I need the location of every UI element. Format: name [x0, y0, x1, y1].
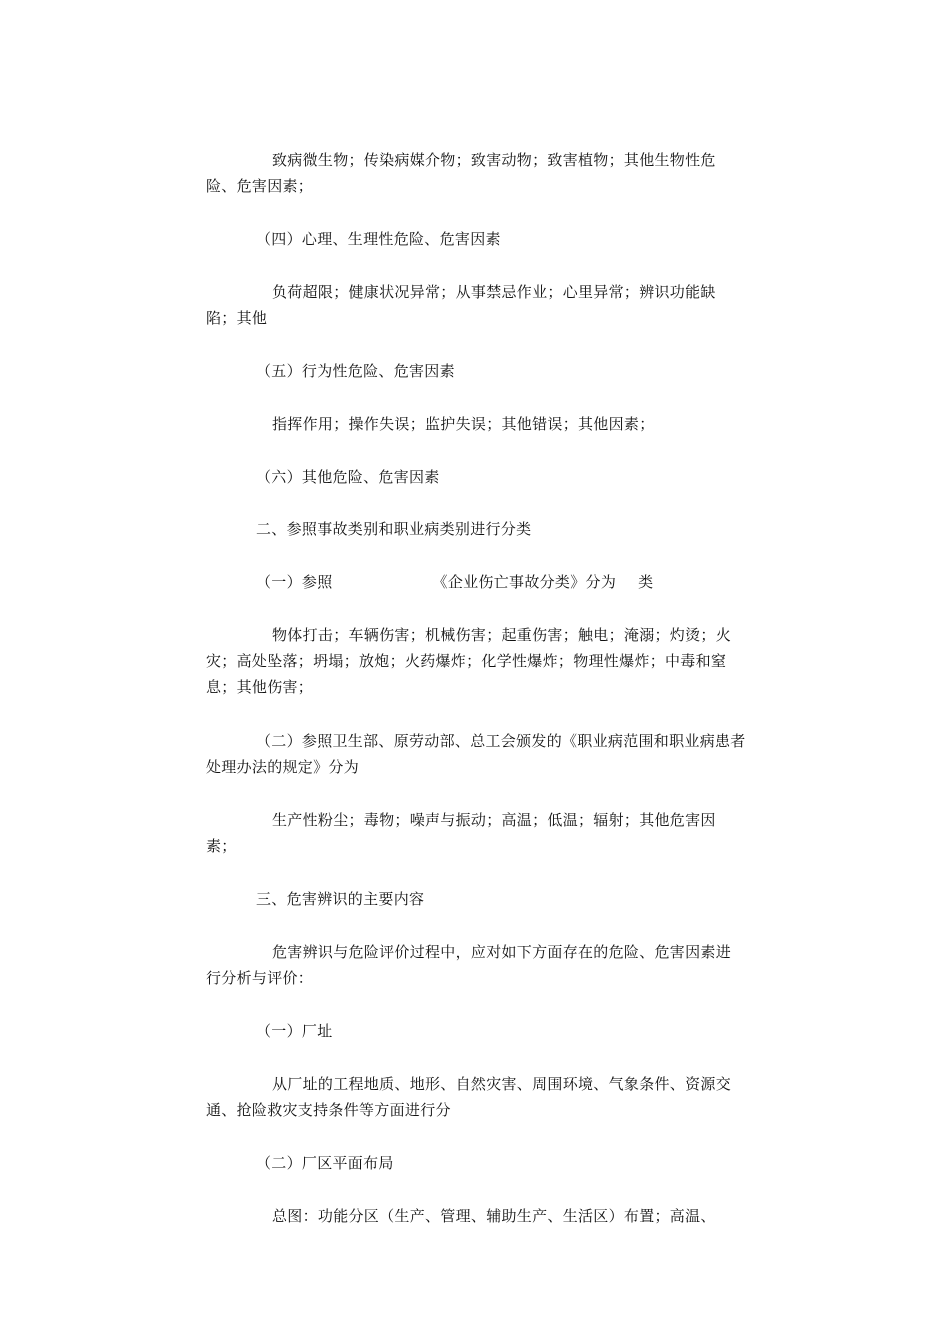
- paragraph-occupational-hazards: [206, 807, 746, 859]
- heading-text: （六）其他危险、危害因素: [256, 468, 440, 486]
- section-heading-text: 三、危害辨识的主要内容: [256, 890, 425, 908]
- heading-behavioral-factors: [206, 358, 746, 384]
- heading-psychological-factors: [206, 226, 746, 252]
- heading-site: [206, 1018, 746, 1044]
- paragraph-text: 负荷超限；健康状况异常；从事禁忌作业；心里异常；辨识功能缺陷；其他: [206, 283, 716, 327]
- heading-text: （五）行为性危险、危害因素: [256, 362, 455, 380]
- paragraph-behavioral-list: [206, 411, 746, 437]
- heading-text: （二）厂区平面布局: [256, 1154, 394, 1172]
- heading-plant-layout: [206, 1150, 746, 1176]
- heading-occupational-disease: [206, 728, 746, 780]
- paragraph-accident-types: [206, 622, 746, 700]
- heading-text: （四）心理、生理性危险、危害因素: [256, 230, 501, 248]
- heading-accident-classification: [206, 569, 746, 595]
- section-heading-main-content: [206, 886, 746, 912]
- heading-text-part2: 《企业伤亡事故分类》分为: [432, 573, 617, 591]
- paragraph-general-layout: [206, 1203, 746, 1229]
- paragraph-site-analysis: [206, 1071, 746, 1123]
- paragraph-text: 致病微生物；传染病媒介物；致害动物；致害植物；其他生物性危险、危害因素；: [206, 151, 716, 195]
- paragraph-text: 物体打击；车辆伤害；机械伤害；起重伤害；触电；淹溺；灼烫；火灾；高处坠落；坍塌；放炮；火药爆炸；化学性爆炸；物理性爆炸；中毒和窒息；其他伤害；: [206, 626, 732, 696]
- paragraph-evaluation-intro: [206, 939, 746, 991]
- paragraph-biological-factors: [206, 147, 746, 199]
- section-heading-text: 二、参照事故类别和职业病类别进行分类: [256, 520, 532, 538]
- paragraph-text: 总图：功能分区（生产、管理、辅助生产、生活区）布置；高温、: [272, 1207, 716, 1225]
- section-heading-classification: [206, 516, 746, 542]
- paragraph-text: 危害辨识与危险评价过程中，应对如下方面存在的危险、危害因素进行分析与评价：: [206, 943, 732, 987]
- paragraph-text: 生产性粉尘；毒物；噪声与振动；高温；低温；辐射；其他危害因素；: [206, 811, 716, 855]
- heading-text: （二）参照卫生部、原劳动部、总工会颁发的《职业病范围和职业病患者处理办法的规定》分为: [206, 732, 746, 776]
- heading-other-factors: [206, 464, 746, 490]
- paragraph-psychological-list: [206, 279, 746, 331]
- heading-text: （一）厂址: [256, 1022, 333, 1040]
- paragraph-text: 从厂址的工程地质、地形、自然灾害、周围环境、气象条件、资源交通、抢险救灾支持条件等方面进行分: [206, 1075, 732, 1119]
- heading-text-part1: （一）参照: [256, 573, 333, 591]
- paragraph-text: 指挥作用；操作失误；监护失误；其他错误；其他因素；: [272, 415, 655, 433]
- heading-text-part3: 类: [638, 573, 654, 591]
